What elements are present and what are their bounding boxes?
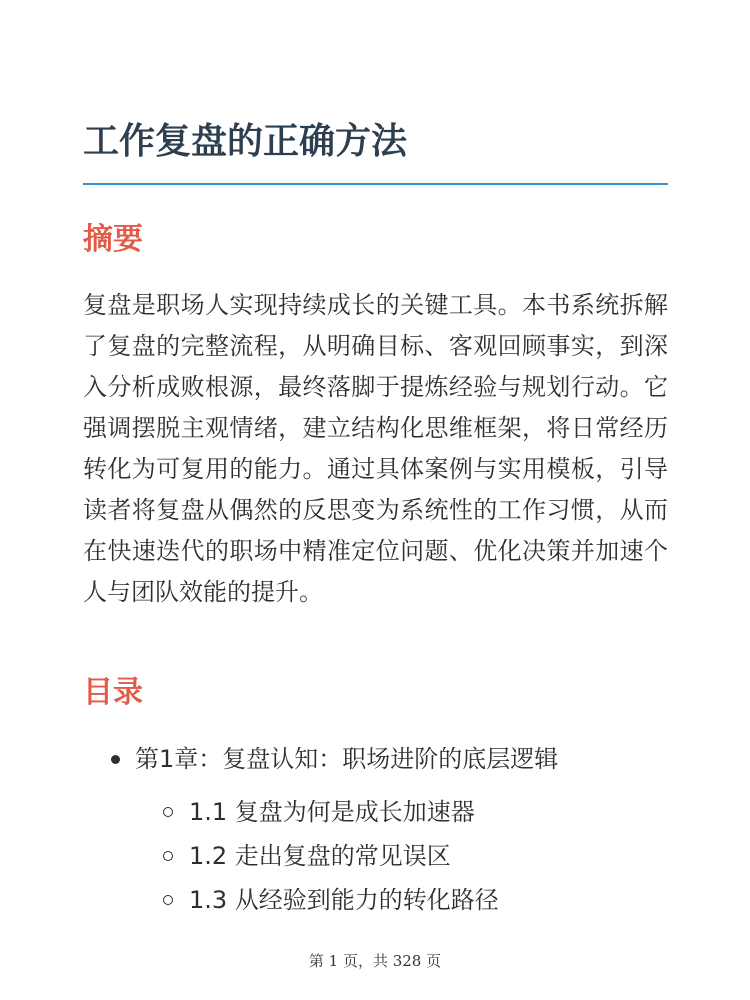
document-title: 工作复盘的正确方法	[83, 121, 408, 162]
toc-chapter-label: 第1章：复盘认知：职场进阶的底层逻辑	[135, 745, 559, 773]
page-footer: 第 1 页，共 328 页	[308, 952, 442, 970]
toc-heading: 目录	[83, 675, 143, 710]
bullet-circle-icon	[163, 895, 173, 905]
toc-list	[0, 735, 750, 914]
toc-section-item	[0, 881, 750, 925]
bullet-circle-icon	[163, 807, 173, 817]
toc-section-label: 1.2 走出复盘的常见误区	[189, 842, 451, 870]
toc-section-label: 1.1 复盘为何是成长加速器	[189, 798, 475, 826]
toc-chapter	[0, 735, 750, 914]
toc-section-item	[0, 793, 750, 837]
toc-section-label: 1.3 从经验到能力的转化路径	[189, 886, 499, 914]
title-divider	[83, 183, 668, 185]
summary-text: 复盘是职场人实现持续成长的关键工具。本书系统拆解了复盘的完整流程，从明确目标、客观回顾事实，到深入分析成败根源，最终落脚于提炼经验与规划行动。它强调摆脱主观情绪，建立结构化思维框架，将日常经历转化为可复用的能力。通过具体案例与实用模板，引导读者将复盘从偶然的反思变为系统性的工作习惯，从而在快速迭代的职场中精准定位问题、优化决策并加速个人与团队效能的提升。	[83, 291, 668, 606]
summary-heading: 摘要	[83, 222, 143, 257]
toc-section-item	[0, 837, 750, 881]
bullet-dot-icon	[111, 755, 120, 764]
toc-section-list	[0, 793, 750, 925]
bullet-circle-icon	[163, 851, 173, 861]
